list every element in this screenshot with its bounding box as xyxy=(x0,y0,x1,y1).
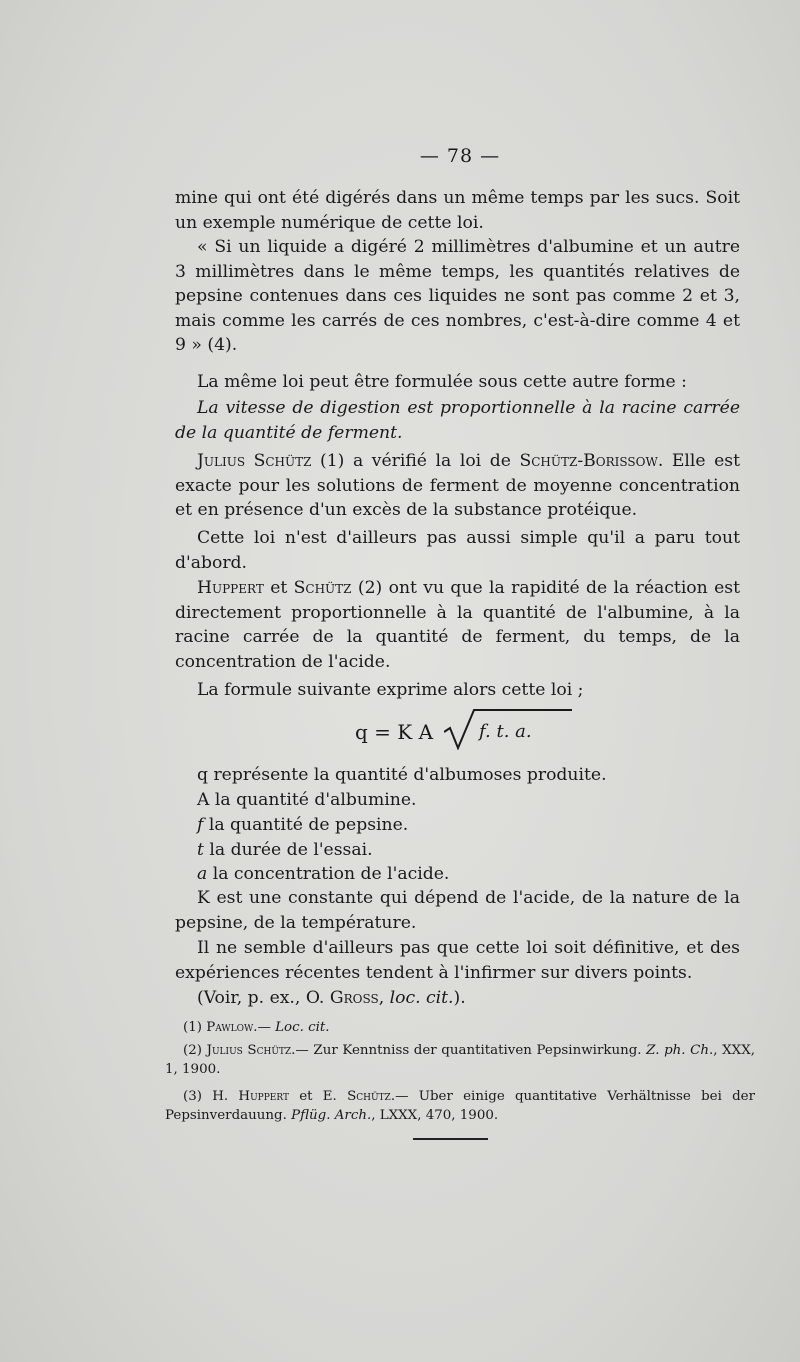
author-name: Julius Schütz xyxy=(197,451,312,471)
definition-k: K est une constante qui dépend de l'acide, de la nature de la pepsine, de la température. xyxy=(175,888,740,933)
text-span: , xyxy=(378,988,390,1008)
definition-acid xyxy=(175,862,740,887)
footnote-number: (3) H. xyxy=(183,1089,239,1104)
paragraph-formule-intro: La formule suivante exprime alors cette loi ; xyxy=(197,680,584,700)
definition-f xyxy=(175,813,740,838)
symbol: t xyxy=(197,840,204,860)
paragraph-voir xyxy=(175,986,740,1011)
text-span: ). xyxy=(453,988,466,1008)
formula-radicand: f. t. a. xyxy=(479,721,532,742)
paragraph-il-ne-semble: Il ne semble d'ailleurs pas que cette loi soit définitive, et des expériences récentes tendent à l'infirmer sur divers points. xyxy=(175,938,740,983)
citation-italic: loc. cit. xyxy=(389,988,454,1008)
formula-lhs: q = K A xyxy=(355,720,434,744)
text-span: , XXX, 1, 1900. xyxy=(165,1043,755,1077)
paragraph-huppert xyxy=(175,576,740,674)
footnote-number: (2) xyxy=(183,1043,207,1058)
text-span: .— Uber einige quantitative Verhältnisse bei der Pepsinverdauung. xyxy=(165,1089,755,1123)
text-span: .— Zur Kenntniss der quantitativen Pepsinwirkung. xyxy=(291,1043,647,1058)
author-name: Huppert xyxy=(238,1089,289,1104)
footnote-2 xyxy=(165,1041,755,1079)
end-rule xyxy=(413,1138,488,1140)
author-name: Gross xyxy=(329,988,379,1008)
definition-a: A la quantité d'albumine. xyxy=(197,790,417,810)
text-span: la concentration de l'acide. xyxy=(207,864,450,884)
text-span: la quantité de pepsine. xyxy=(203,815,409,835)
citation-italic: Pflüg. Arch. xyxy=(291,1108,372,1123)
citation-italic: Loc. cit. xyxy=(275,1020,330,1035)
text-span: .— xyxy=(253,1020,276,1035)
paragraph-law-italic: La vitesse de digestion est proportionnelle à la racine carrée de la quantité de ferment. xyxy=(175,398,740,443)
definition-t xyxy=(175,838,740,863)
footnote-1 xyxy=(183,1018,773,1037)
page-number: — 78 — xyxy=(419,145,501,167)
text-span: , LXXX, 470, 1900. xyxy=(371,1108,499,1123)
paragraph-quote: « Si un liquide a digéré 2 millimètres d'albumine et un autre 3 millimètres dans le même temps, les quantités relatives de pepsine contenues dans ces liquides ne sont pas comme 2 et 3, mais comme les carrés de ces nombres, c'est-à-dire comme 4 et 9 » (4). xyxy=(175,237,740,355)
author-name: Schütz xyxy=(347,1089,391,1104)
author-name: Pawlow xyxy=(206,1020,254,1035)
author-name: Schütz xyxy=(293,578,352,598)
text-span: et E. xyxy=(288,1089,348,1104)
text-span: la durée de l'essai. xyxy=(203,840,373,860)
author-name: Schütz-Borissow xyxy=(519,451,658,471)
paragraph-cette-loi: Cette loi n'est d'ailleurs pas aussi simple qu'il a paru tout d'abord. xyxy=(175,528,740,573)
author-name: Huppert xyxy=(197,578,264,598)
footnote-number: (1) xyxy=(183,1020,207,1035)
author-name: Julius Schütz xyxy=(206,1043,292,1058)
text-span: et xyxy=(263,578,294,598)
text-span: (Voir, p. ex., O. xyxy=(197,988,330,1008)
symbol: a xyxy=(197,864,208,884)
paragraph-schutz xyxy=(175,449,740,523)
definition-q: q représente la quantité d'albumoses produite. xyxy=(197,765,607,785)
text-span: (1) a vérifié la loi de xyxy=(311,451,520,471)
footnote-3 xyxy=(165,1087,755,1125)
paragraph-law-intro: La même loi peut être formulée sous cette autre forme : xyxy=(197,372,687,392)
text-span: (2) ont vu que la rapidité de la réaction est directement proportionnelle à la quantité de l'albumine, à la racine carrée de la quantité de ferment, du temps, de la concentration de l'acide. xyxy=(175,578,740,672)
paragraph-opening: mine qui ont été digérés dans un même temps par les sucs. Soit un exemple numérique de cette loi. xyxy=(175,188,740,233)
text-span: . Elle est exacte pour les solutions de ferment de moyenne concentration et en présence d'un excès de la substance protéique. xyxy=(175,451,740,520)
symbol: f xyxy=(197,815,204,835)
citation-italic: Z. ph. Ch. xyxy=(646,1043,714,1058)
